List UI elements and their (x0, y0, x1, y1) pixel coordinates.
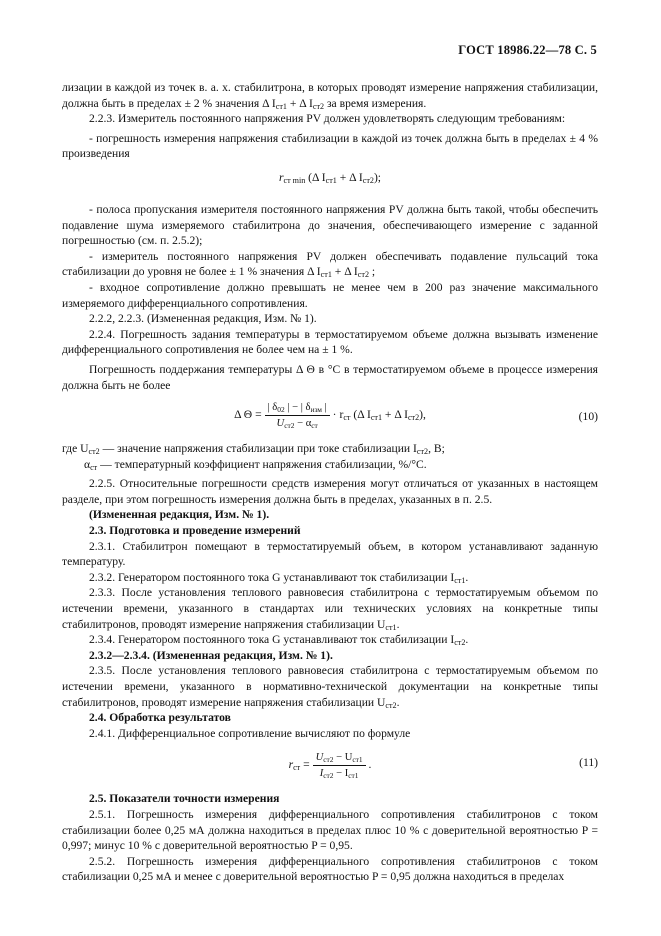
equation-number-11: (11) (579, 756, 598, 770)
formula-10: Δ Θ = $\frac{| \delta_{02} | - | \delta_{изм} |}{U_{ст2} - \alpha_{ст}}$ · $r_{ст}$ (Δ $I_{ст1} + \Delta$ $I_{ст2}$), (10) (234, 402, 598, 431)
requirement-ripple: - измеритель постоянного напряжения PV должен обеспечивать подавление пульсаций тока стабилизации до уровня не более ± 1 % значения Δ $I_{ст1} + \Delta$ $I_{ст2}$ ; (62, 249, 598, 280)
where-clause-2: $\alpha_{ст}$ — температурный коэффициент напряжения стабилизации, %/°С. (84, 457, 427, 472)
document-body (62, 80, 598, 885)
paragraph-continuation: лизации в каждой из точек в. а. х. стабилитрона, в которых проводят измерение напряжения стабилизации, должна быть в пределах ± 2 % значения Δ $I_{ст1} + \Delta$ $I_{ст2}$ за время измерения. (62, 81, 598, 111)
clause-2-4-1: 2.4.1. Дифференциальное сопротивление вычисляют по формуле (89, 726, 411, 740)
clause-2-5-2: 2.5.2. Погрешность измерения дифференциального сопротивления стабилитронов с током стабилизации 0,25 мА и менее с доверительной вероятностью P = 0,95 должна находиться в пределах (62, 854, 598, 884)
requirement-bandwidth: - полоса пропускания измерителя постоянного напряжения PV должна быть такой, чтобы обеспечить подавление шума измеряемого стабилитрона до значения, обеспечивающего измерение с заданной погрешностью (см. п. 2.5.2); (62, 202, 598, 248)
section-2-3-heading: 2.3. Подготовка и проведение измерений (89, 524, 301, 538)
section-2-4-heading: 2.4. Обработка результатов (89, 711, 231, 725)
clause-2-3-3: 2.3.3. После установления теплового равновесия стабилитрона с термостатируемым объемом по истечении времени, указанного в стандартах или технических условиях на конкретные типы стабилитронов, проводят измерение напряжения стабилизации $U_{ст1}$. (62, 586, 598, 632)
clause-2-2-4: 2.2.4. Погрешность задания температуры в термостатируемом объеме должна вызывать изменение дифференциального сопротивления не более чем на ± 1 %. (62, 327, 598, 357)
clause-2-3-4: 2.3.4. Генератором постоянного тока G устанавливают ток стабилизации $I_{ст2}$. (89, 633, 469, 648)
requirement-accuracy: - погрешность измерения напряжения стабилизации в каждой из точек должна быть в пределах ± 4 % произведения (62, 131, 598, 161)
section-2-5-heading: 2.5. Показатели точности измерения (89, 792, 280, 806)
equation-number-10: (10) (578, 410, 598, 424)
formula-product: $r_{ст min}$ (Δ $I_{ст1} + \Delta$ $I_{ст2}$); (278, 170, 382, 185)
where-clause-1: где $U_{ст2}$ — значение напряжения стабилизации при токе стабилизации $I_{ст2}$, В; (62, 442, 445, 457)
amendment-note-2: (Измененная редакция, Изм. № 1). (89, 508, 270, 522)
amendment-note-1: 2.2.2, 2.2.3. (Измененная редакция, Изм. № 1). (89, 312, 317, 326)
requirement-input-resistance: - входное сопротивление должно превышать не менее чем в 200 раз значение максимального измеряемого дифференциального сопротивления. (62, 280, 598, 310)
clause-2-5-1: 2.5.1. Погрешность измерения дифференциального сопротивления стабилитронов с током стабилизации более 0,25 мА должна находиться в пределах плюс 10 % с доверительной вероятностью P = 0,997; минус 10 % с доверительной вероятностью P = 0,95. (62, 807, 598, 853)
fraction-10: $\frac{| \delta_{02} | - | \delta_{изм} |}{U_{ст2} - \alpha_{ст}}$ (265, 401, 330, 430)
clause-2-2-3: 2.2.3. Измеритель постоянного напряжения PV должен удовлетворять следующим требованиям: (89, 112, 566, 126)
clause-2-3-5: 2.3.5. После установления теплового равновесия стабилитрона с термостатируемым объемом по истечении времени, указанного в нормативно-технической документации на конкретные типы стабилитронов, проводят измерение напряжения стабилизации $U_{ст2}$. (62, 664, 598, 710)
formula-11: $r_{ст}$ = $\frac{U_{ст2} - U_{ст1}}{I_{ст2} - I_{ст1}}$ . (11) (288, 752, 598, 781)
clause-2-3-1: 2.3.1. Стабилитрон помещают в термостатируемый объем, в котором устанавливают заданную температуру. (62, 539, 598, 569)
amendment-note-3: 2.3.2—2.3.4. (Измененная редакция, Изм. № 1). (89, 648, 333, 662)
fraction-11: $\frac{U_{ст2} - U_{ст1}}{I_{ст2} - I_{ст1}}$ (313, 751, 366, 780)
temperature-accuracy-text: Погрешность поддержания температуры Δ Θ в °С в термостатируемом объеме в процессе измерения должна быть не более (62, 362, 598, 392)
clause-2-2-5: 2.2.5. Относительные погрешности средств измерения могут отличаться от указанных в настоящем разделе, при этом погрешность измерения должна быть в пределах, указанных в п. 2.5. (62, 477, 598, 506)
clause-2-3-2: 2.3.2. Генератором постоянного тока G устанавливают ток стабилизации $I_{ст1}$. (89, 570, 469, 585)
page-header: ГОСТ 18986.22—78 С. 5 (458, 43, 597, 57)
